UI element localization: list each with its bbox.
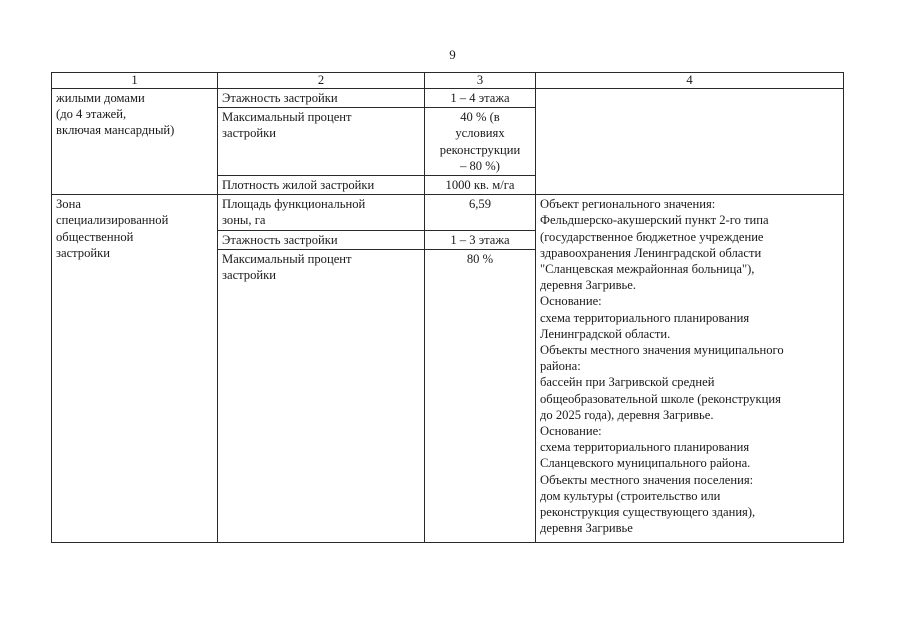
objects-cell (536, 195, 844, 543)
objects-line: деревня Загривье. (540, 278, 637, 293)
param-value-cell: 40 % (в условиях реконструкции – 80 %) (425, 108, 536, 176)
zone-name-cell: жилыми домами (до 4 этажей, включая мансардный) (52, 89, 218, 195)
param-value-cell: 6,59 (425, 195, 536, 230)
objects-line: бассейн при Загривской средней (540, 375, 715, 390)
param-value-cell: 80 % (425, 249, 536, 542)
header-cell-3: 3 (425, 73, 536, 89)
param-name-cell: Плотность жилой застройки (218, 176, 425, 195)
param-name-cell: Этажность застройки (218, 230, 425, 249)
objects-line: Объекты местного значения поселения: (540, 472, 754, 487)
objects-line: Фельдшерско-акушерский пункт 2-го типа (540, 213, 769, 228)
objects-line: дом культуры (строительство или (540, 488, 721, 503)
header-cell-4: 4 (536, 73, 844, 89)
table-row (52, 89, 844, 108)
objects-line: схема территориального планирования (540, 310, 750, 325)
param-name-cell: Этажность застройки (218, 89, 425, 108)
objects-line: реконструкция существующего здания), (540, 505, 756, 520)
table-header-row (52, 73, 844, 89)
param-name-cell: Максимальный процент застройки (218, 249, 425, 542)
header-cell-1: 1 (52, 73, 218, 89)
objects-line: Сланцевского муниципального района. (540, 456, 751, 471)
objects-line: деревня Загривье (540, 521, 633, 536)
zone-name-cell: Зона специализированной общественной застройки (52, 195, 218, 543)
param-value-cell: 1 – 4 этажа (425, 89, 536, 108)
objects-line: Объекты местного значения муниципального (540, 343, 784, 358)
param-value-cell: 1 – 3 этажа (425, 230, 536, 249)
objects-cell (536, 89, 844, 195)
param-name-cell: Максимальный процент застройки (218, 108, 425, 176)
objects-line: Ленинградской области. (540, 326, 671, 341)
objects-line: "Сланцевская межрайонная больница"), (540, 262, 755, 277)
objects-line: (государственное бюджетное учреждение (540, 229, 764, 244)
zoning-table (51, 72, 844, 543)
table-row (52, 195, 844, 230)
objects-line: общеобразовательной школе (реконструкция (540, 391, 781, 406)
page-number: 9 (449, 47, 456, 62)
objects-line: здравоохранения Ленинградской области (540, 245, 762, 260)
header-cell-2: 2 (218, 73, 425, 89)
objects-line: схема территориального планирования (540, 440, 750, 455)
param-value-cell: 1000 кв. м/га (425, 176, 536, 195)
objects-line: Основание: (540, 424, 602, 439)
param-name-cell: Площадь функциональной зоны, га (218, 195, 425, 230)
objects-line: района: (540, 359, 581, 374)
objects-line: Объект регионального значения: (540, 197, 716, 212)
objects-line: до 2025 года), деревня Загривье. (540, 407, 714, 422)
objects-line: Основание: (540, 294, 602, 309)
